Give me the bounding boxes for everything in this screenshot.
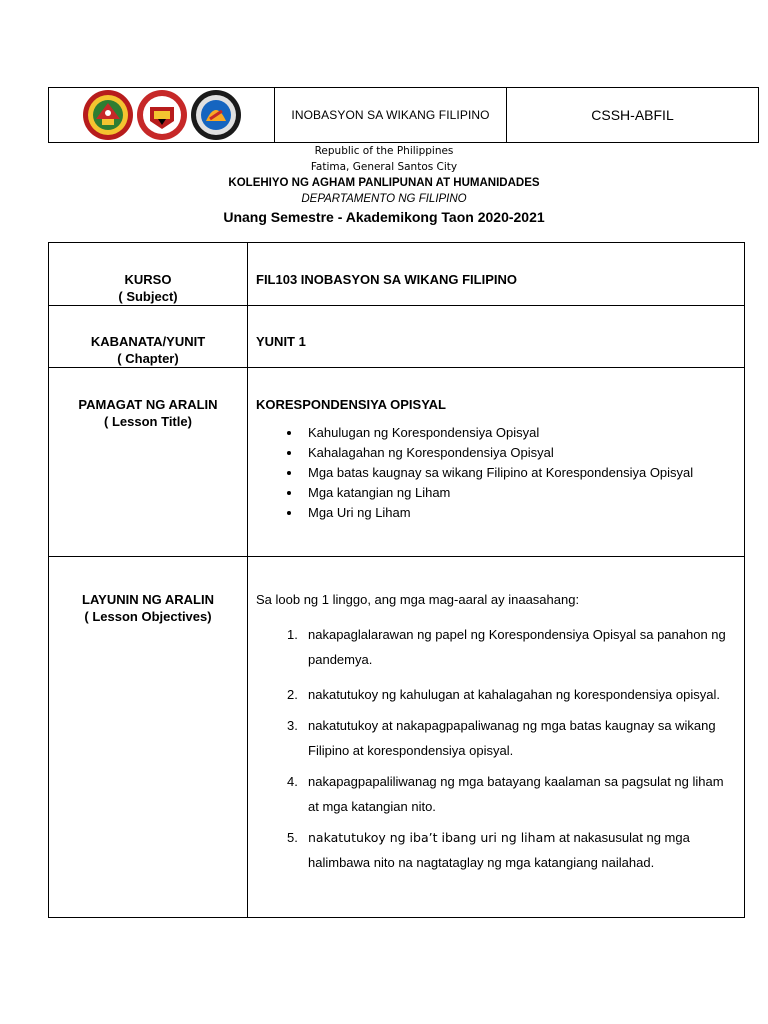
pamagat-sublabel: ( Lesson Title) (104, 414, 192, 429)
pamagat-label-cell (49, 368, 248, 557)
semester-line: Unang Semestre - Akademikong Taon 2020-2021 (223, 209, 545, 225)
objective-number: 1. (287, 627, 298, 642)
layunin-label: LAYUNIN NG ARALIN (82, 592, 214, 607)
list-item: • Mga Uri ng Liham (302, 503, 734, 523)
kurso-label-cell (49, 243, 248, 306)
pamagat-value-cell (248, 368, 745, 557)
department-name: DEPARTAMENTO NG FILIPINO (301, 193, 467, 205)
kurso-value-cell (248, 243, 745, 306)
list-item (256, 769, 744, 819)
objective-text: nakatutukoy ng kahulugan at kahalagahan ng korespondensiya opisyal. (308, 687, 720, 702)
department-seal-logo (190, 89, 242, 141)
course-info-table (48, 242, 745, 918)
college-name: KOLEHIYO NG AGHAM PANLIPUNAN AT HUMANIDADES (228, 177, 540, 189)
layunin-label-cell (49, 557, 248, 918)
kabanata-value: YUNIT 1 (256, 334, 306, 349)
list-item (256, 825, 744, 875)
republic-line: Republic of the Philippines (314, 145, 454, 157)
table-row-kabanata (49, 306, 745, 368)
pamagat-label: PAMAGAT NG ARALIN (78, 397, 218, 412)
logos-cell (49, 88, 275, 142)
address-line: Fatima, General Santos City (310, 161, 458, 173)
objectives-intro: Sa loob ng 1 linggo, ang mga mag-aaral ay inaasahang: (256, 592, 580, 607)
list-item (256, 713, 744, 763)
college-seal-logo (136, 89, 188, 141)
objective-text: nakatutukoy ng iba’t ibang uri ng liham (308, 830, 556, 845)
list-item: • Mga katangian ng Liham (302, 483, 734, 503)
kurso-sublabel: ( Subject) (118, 289, 178, 304)
objective-number: 5. (287, 830, 298, 845)
institution-header (0, 143, 768, 226)
table-row-pamagat (49, 368, 745, 557)
kurso-label: KURSO (124, 272, 172, 287)
layunin-value-cell (248, 557, 745, 918)
objective-number: 2. (287, 687, 298, 702)
document-header-banner (48, 87, 759, 143)
kurso-value: FIL103 INOBASYON SA WIKANG FILIPINO (256, 272, 517, 287)
kabanata-sublabel: ( Chapter) (117, 351, 179, 366)
topics-list (256, 423, 734, 523)
objective-text: nakapaglalarawan ng papel ng Korespondensiya Opisyal sa panahon ng pandemya. (308, 627, 726, 667)
table-row-layunin (49, 557, 745, 918)
layunin-sublabel: ( Lesson Objectives) (84, 609, 212, 624)
table-row-kurso (49, 243, 745, 306)
pamagat-value: KORESPONDENSIYA OPISYAL (256, 397, 446, 412)
list-item: • Mga batas kaugnay sa wikang Filipino at Korespondensiya Opisyal (302, 463, 734, 483)
kabanata-label-cell (49, 306, 248, 368)
objective-text: nakatutukoy at nakapagpapaliwanag ng mga batas kaugnay sa wikang Filipino at korespondensiya opisyal. (308, 718, 716, 758)
list-item: • Kahulugan ng Korespondensiya Opisyal (302, 423, 734, 443)
objective-text: nakapagpapaliliwanag ng mga batayang kaalaman sa pagsulat ng liham at mga katangian nito. (308, 774, 724, 814)
course-title-cell: INOBASYON SA WIKANG FILIPINO (275, 88, 507, 142)
list-item (256, 622, 744, 672)
course-code-cell: CSSH-ABFIL (591, 107, 674, 123)
objectives-list (256, 622, 744, 875)
objective-number: 4. (287, 774, 298, 789)
kabanata-value-cell (248, 306, 745, 368)
list-item: • Kahalagahan ng Korespondensiya Opisyal (302, 443, 734, 463)
objective-text: at nakasusulat ng mga halimbawa nito na nagtataglay ng mga katangiang nailahad. (308, 830, 690, 870)
university-seal-logo (82, 89, 134, 141)
objective-number: 3. (287, 718, 298, 733)
kabanata-label: KABANATA/YUNIT (90, 334, 206, 349)
list-item (256, 682, 744, 707)
